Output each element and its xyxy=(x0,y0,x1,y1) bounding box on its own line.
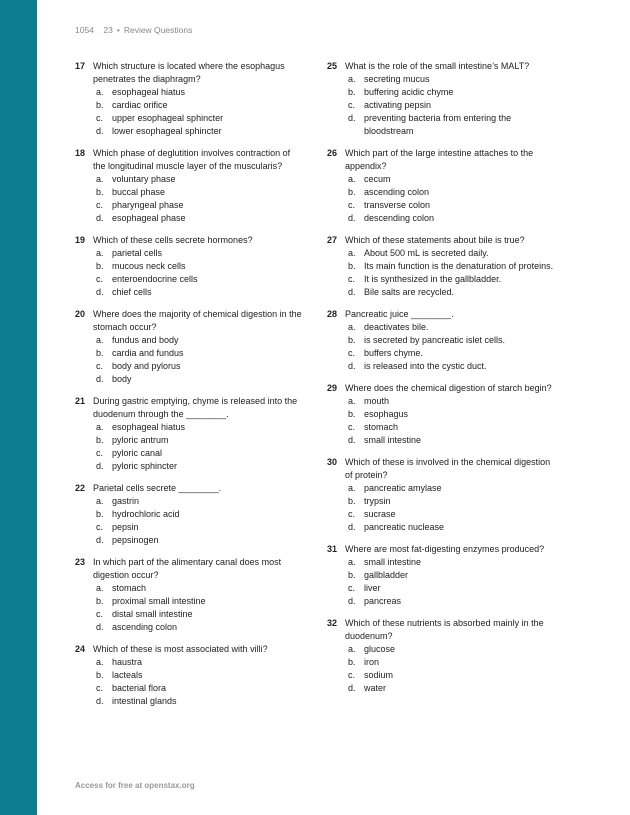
answer-options xyxy=(327,482,557,534)
question-number: 23 xyxy=(75,557,86,567)
option-letter: a. xyxy=(96,87,104,97)
question-stem xyxy=(327,456,557,482)
question-22 xyxy=(75,482,305,547)
answer-options xyxy=(327,173,557,225)
question-number: 21 xyxy=(75,396,86,406)
question-text: Which of these nutrients is absorbed mainly in the duodenum? xyxy=(345,618,544,641)
option-text: pyloric antrum xyxy=(112,435,169,445)
question-number: 24 xyxy=(75,644,86,654)
question-number: 32 xyxy=(327,618,338,628)
option-letter: a. xyxy=(348,74,356,84)
question-number: 27 xyxy=(327,235,338,245)
option-letter: d. xyxy=(96,126,104,136)
option-text: chief cells xyxy=(112,287,152,297)
option-letter: a. xyxy=(96,496,104,506)
answer-option xyxy=(327,199,557,212)
question-text: What is the role of the small intestine’s MALT? xyxy=(345,61,530,71)
option-letter: a. xyxy=(96,422,104,432)
question-number: 25 xyxy=(327,61,338,71)
answer-option xyxy=(75,434,305,447)
option-text: buffers chyme. xyxy=(364,348,423,358)
answer-option xyxy=(327,569,557,582)
answer-option xyxy=(75,534,305,547)
answer-option xyxy=(75,521,305,534)
option-text: secreting mucus xyxy=(364,74,430,84)
option-letter: a. xyxy=(348,557,356,567)
option-letter: c. xyxy=(96,609,104,619)
option-text: Bile salts are recycled. xyxy=(364,287,455,297)
option-text: stomach xyxy=(364,422,399,432)
answer-option xyxy=(327,408,557,421)
option-text: small intestine xyxy=(364,557,422,567)
answer-options xyxy=(75,334,305,386)
question-text: Pancreatic juice ________. xyxy=(345,309,454,319)
question-number: 17 xyxy=(75,61,86,71)
question-31 xyxy=(327,543,557,608)
option-text: lower esophageal sphincter xyxy=(112,126,222,136)
option-text: esophagus xyxy=(364,409,409,419)
option-text: pharyngeal phase xyxy=(112,200,184,210)
question-text: Which of these statements about bile is true? xyxy=(345,235,525,245)
option-letter: d. xyxy=(348,522,356,532)
question-27 xyxy=(327,234,557,299)
answer-option xyxy=(327,595,557,608)
option-text: parietal cells xyxy=(112,248,163,258)
option-letter: b. xyxy=(96,348,104,358)
option-letter: c. xyxy=(348,274,356,284)
option-letter: c. xyxy=(348,100,356,110)
option-text: cecum xyxy=(364,174,391,184)
page-header xyxy=(75,25,192,35)
answer-option xyxy=(327,286,557,299)
option-letter: b. xyxy=(96,596,104,606)
answer-option xyxy=(327,86,557,99)
option-letter: b. xyxy=(348,657,356,667)
answer-option xyxy=(75,186,305,199)
option-letter: c. xyxy=(348,509,356,519)
answer-option xyxy=(75,695,305,708)
answer-option xyxy=(327,247,557,260)
option-text: fundus and body xyxy=(112,335,179,345)
option-text: descending colon xyxy=(364,213,435,223)
question-stem xyxy=(327,234,557,247)
option-letter: d. xyxy=(96,287,104,297)
answer-option xyxy=(75,495,305,508)
question-stem xyxy=(75,482,305,495)
option-letter: c. xyxy=(348,348,356,358)
option-letter: a. xyxy=(348,483,356,493)
question-29 xyxy=(327,382,557,447)
option-letter: a. xyxy=(96,174,104,184)
option-text: It is synthesized in the gallbladder. xyxy=(364,274,502,284)
option-letter: a. xyxy=(348,396,356,406)
answer-option xyxy=(75,595,305,608)
question-number: 30 xyxy=(327,457,338,467)
option-text: upper esophageal sphincter xyxy=(112,113,224,123)
option-text: transverse colon xyxy=(364,200,431,210)
option-text: bacterial flora xyxy=(112,683,167,693)
page-number: 1054 xyxy=(75,25,94,35)
option-text: sucrase xyxy=(364,509,396,519)
question-text: Which part of the large intestine attaches to the appendix? xyxy=(345,148,534,171)
section-title: Review Questions xyxy=(123,25,193,35)
option-letter: c. xyxy=(348,670,356,680)
footer-text: Access for free at openstax.org xyxy=(75,781,195,790)
option-text: pyloric canal xyxy=(112,448,163,458)
question-text: During gastric emptying, chyme is released into the duodenum through the ________. xyxy=(93,396,298,419)
question-number: 20 xyxy=(75,309,86,319)
question-28 xyxy=(327,308,557,373)
option-letter: a. xyxy=(96,657,104,667)
question-stem xyxy=(327,543,557,556)
option-letter: a. xyxy=(348,248,356,258)
question-20 xyxy=(75,308,305,386)
option-letter: d. xyxy=(348,287,356,297)
option-text: preventing bacteria from entering the bloodstream xyxy=(364,113,512,136)
answer-option xyxy=(75,334,305,347)
option-letter: c. xyxy=(96,200,104,210)
option-letter: d. xyxy=(348,596,356,606)
question-stem xyxy=(75,147,305,173)
answer-option xyxy=(327,582,557,595)
answer-option xyxy=(75,347,305,360)
answer-option xyxy=(327,669,557,682)
answer-option xyxy=(327,656,557,669)
answer-option xyxy=(75,669,305,682)
option-text: esophageal hiatus xyxy=(112,422,186,432)
option-text: cardiac orifice xyxy=(112,100,168,110)
question-text: Which of these is most associated with villi? xyxy=(93,644,268,654)
option-text: pancreas xyxy=(364,596,402,606)
answer-options xyxy=(327,643,557,695)
option-letter: c. xyxy=(96,113,104,123)
answer-option xyxy=(327,273,557,286)
option-text: liver xyxy=(364,583,381,593)
answer-option xyxy=(75,460,305,473)
answer-option xyxy=(327,321,557,334)
answer-options xyxy=(327,395,557,447)
answer-options xyxy=(327,321,557,373)
answer-option xyxy=(327,508,557,521)
question-stem xyxy=(75,234,305,247)
question-32 xyxy=(327,617,557,695)
option-text: pepsinogen xyxy=(112,535,159,545)
option-letter: c. xyxy=(348,200,356,210)
option-text: gallbladder xyxy=(364,570,409,580)
sidebar-color-band xyxy=(0,0,37,815)
answer-options xyxy=(327,73,557,138)
question-text: Which structure is located where the esophagus penetrates the diaphragm? xyxy=(93,61,285,84)
option-letter: d. xyxy=(96,535,104,545)
answer-option xyxy=(327,482,557,495)
answer-option xyxy=(327,360,557,373)
option-text: distal small intestine xyxy=(112,609,193,619)
option-text: proximal small intestine xyxy=(112,596,206,606)
answer-option xyxy=(327,421,557,434)
option-letter: d. xyxy=(348,113,356,123)
option-text: lacteals xyxy=(112,670,143,680)
question-stem xyxy=(75,395,305,421)
right-column xyxy=(327,60,557,704)
question-stem xyxy=(75,60,305,86)
answer-option xyxy=(75,199,305,212)
answer-options xyxy=(75,582,305,634)
option-letter: a. xyxy=(96,248,104,258)
option-letter: d. xyxy=(96,461,104,471)
option-letter: a. xyxy=(348,644,356,654)
question-24 xyxy=(75,643,305,708)
option-letter: a. xyxy=(96,583,104,593)
answer-option xyxy=(75,173,305,186)
answer-option xyxy=(327,173,557,186)
option-letter: d. xyxy=(348,683,356,693)
answer-option xyxy=(327,347,557,360)
answer-option xyxy=(75,508,305,521)
option-letter: c. xyxy=(348,583,356,593)
option-text: pancreatic nuclease xyxy=(364,522,445,532)
option-letter: d. xyxy=(96,696,104,706)
option-text: sodium xyxy=(364,670,394,680)
question-text: Parietal cells secrete ________. xyxy=(93,483,222,493)
bullet-separator: • xyxy=(116,25,120,35)
option-letter: d. xyxy=(96,622,104,632)
question-number: 18 xyxy=(75,148,86,158)
option-text: iron xyxy=(364,657,380,667)
answer-option xyxy=(327,260,557,273)
left-column xyxy=(75,60,305,717)
option-letter: b. xyxy=(96,670,104,680)
question-text: Where does the chemical digestion of starch begin? xyxy=(345,383,552,393)
answer-option xyxy=(75,212,305,225)
question-stem xyxy=(75,643,305,656)
answer-options xyxy=(327,556,557,608)
option-letter: b. xyxy=(348,409,356,419)
question-stem xyxy=(75,308,305,334)
question-19 xyxy=(75,234,305,299)
question-17 xyxy=(75,60,305,138)
question-25 xyxy=(327,60,557,138)
answer-option xyxy=(75,112,305,125)
answer-option xyxy=(75,682,305,695)
option-text: voluntary phase xyxy=(112,174,176,184)
option-text: mucous neck cells xyxy=(112,261,186,271)
option-letter: b. xyxy=(96,187,104,197)
question-number: 22 xyxy=(75,483,86,493)
answer-option xyxy=(75,99,305,112)
option-letter: c. xyxy=(96,448,104,458)
option-text: small intestine xyxy=(364,435,422,445)
option-letter: d. xyxy=(348,361,356,371)
answer-option xyxy=(75,608,305,621)
option-letter: b. xyxy=(348,187,356,197)
answer-option xyxy=(327,556,557,569)
question-stem xyxy=(327,308,557,321)
question-stem xyxy=(327,60,557,73)
option-letter: d. xyxy=(96,374,104,384)
answer-option xyxy=(75,86,305,99)
answer-options xyxy=(75,421,305,473)
answer-option xyxy=(75,125,305,138)
option-text: buccal phase xyxy=(112,187,166,197)
option-letter: c. xyxy=(96,274,104,284)
answer-option xyxy=(327,395,557,408)
answer-option xyxy=(327,521,557,534)
answer-option xyxy=(327,73,557,86)
option-text: About 500 mL is secreted daily. xyxy=(364,248,489,258)
answer-option xyxy=(327,186,557,199)
answer-option xyxy=(75,582,305,595)
answer-option xyxy=(75,360,305,373)
question-number: 26 xyxy=(327,148,338,158)
option-letter: d. xyxy=(96,213,104,223)
question-number: 29 xyxy=(327,383,338,393)
answer-option xyxy=(75,273,305,286)
option-text: glucose xyxy=(364,644,396,654)
answer-options xyxy=(75,656,305,708)
question-text: Where does the majority of chemical digestion in the stomach occur? xyxy=(93,309,302,332)
option-letter: c. xyxy=(96,522,104,532)
answer-option xyxy=(75,447,305,460)
question-stem xyxy=(75,556,305,582)
option-letter: a. xyxy=(96,335,104,345)
option-letter: b. xyxy=(96,100,104,110)
question-26 xyxy=(327,147,557,225)
option-text: esophageal phase xyxy=(112,213,186,223)
question-23 xyxy=(75,556,305,634)
option-letter: b. xyxy=(96,435,104,445)
question-stem xyxy=(327,617,557,643)
question-21 xyxy=(75,395,305,473)
option-letter: c. xyxy=(96,683,104,693)
option-text: ascending colon xyxy=(364,187,430,197)
option-letter: b. xyxy=(348,570,356,580)
option-text: gastrin xyxy=(112,496,140,506)
option-letter: b. xyxy=(348,261,356,271)
option-text: enteroendocrine cells xyxy=(112,274,198,284)
option-text: hydrochloric acid xyxy=(112,509,180,519)
option-letter: c. xyxy=(348,422,356,432)
question-text: Which phase of deglutition involves contraction of the longitudinal muscle layer of the muscularis? xyxy=(93,148,291,171)
question-stem xyxy=(327,147,557,173)
option-text: mouth xyxy=(364,396,390,406)
question-number: 31 xyxy=(327,544,338,554)
option-letter: b. xyxy=(96,509,104,519)
option-letter: b. xyxy=(348,496,356,506)
answer-options xyxy=(75,495,305,547)
option-text: pancreatic amylase xyxy=(364,483,442,493)
option-text: ascending colon xyxy=(112,622,178,632)
answer-options xyxy=(75,247,305,299)
question-text: Which of these is involved in the chemical digestion of protein? xyxy=(345,457,551,480)
answer-option xyxy=(327,334,557,347)
answer-option xyxy=(75,373,305,386)
option-text: Its main function is the denaturation of proteins. xyxy=(364,261,554,271)
answer-option xyxy=(75,421,305,434)
answer-option xyxy=(327,112,557,138)
option-text: water xyxy=(364,683,387,693)
answer-option xyxy=(75,260,305,273)
question-stem xyxy=(327,382,557,395)
answer-option xyxy=(327,682,557,695)
option-text: deactivates bile. xyxy=(364,322,429,332)
option-letter: b. xyxy=(348,335,356,345)
question-text: Where are most fat-digesting enzymes produced? xyxy=(345,544,545,554)
question-number: 19 xyxy=(75,235,86,245)
option-text: pepsin xyxy=(112,522,139,532)
answer-options xyxy=(327,247,557,299)
option-letter: d. xyxy=(348,435,356,445)
answer-option xyxy=(75,286,305,299)
option-text: haustra xyxy=(112,657,143,667)
option-text: trypsin xyxy=(364,496,391,506)
answer-option xyxy=(75,621,305,634)
option-letter: b. xyxy=(96,261,104,271)
answer-option xyxy=(327,495,557,508)
answer-option xyxy=(327,643,557,656)
option-text: intestinal glands xyxy=(112,696,177,706)
question-number: 28 xyxy=(327,309,338,319)
option-letter: c. xyxy=(96,361,104,371)
answer-option xyxy=(327,99,557,112)
answer-option xyxy=(327,434,557,447)
option-letter: a. xyxy=(348,174,356,184)
option-text: is released into the cystic duct. xyxy=(364,361,487,371)
option-text: is secreted by pancreatic islet cells. xyxy=(364,335,506,345)
question-text: Which of these cells secrete hormones? xyxy=(93,235,253,245)
question-30 xyxy=(327,456,557,534)
question-18 xyxy=(75,147,305,225)
option-letter: b. xyxy=(348,87,356,97)
question-text: In which part of the alimentary canal does most digestion occur? xyxy=(93,557,282,580)
option-text: body xyxy=(112,374,132,384)
answer-option xyxy=(75,656,305,669)
answer-options xyxy=(75,86,305,138)
option-text: cardia and fundus xyxy=(112,348,184,358)
answer-option xyxy=(327,212,557,225)
option-text: buffering acidic chyme xyxy=(364,87,454,97)
option-text: pyloric sphincter xyxy=(112,461,178,471)
option-letter: a. xyxy=(348,322,356,332)
option-text: stomach xyxy=(112,583,147,593)
chapter-number: 23 xyxy=(103,25,113,35)
option-text: esophageal hiatus xyxy=(112,87,186,97)
answer-options xyxy=(75,173,305,225)
answer-option xyxy=(75,247,305,260)
option-text: activating pepsin xyxy=(364,100,432,110)
option-text: body and pylorus xyxy=(112,361,181,371)
option-letter: d. xyxy=(348,213,356,223)
